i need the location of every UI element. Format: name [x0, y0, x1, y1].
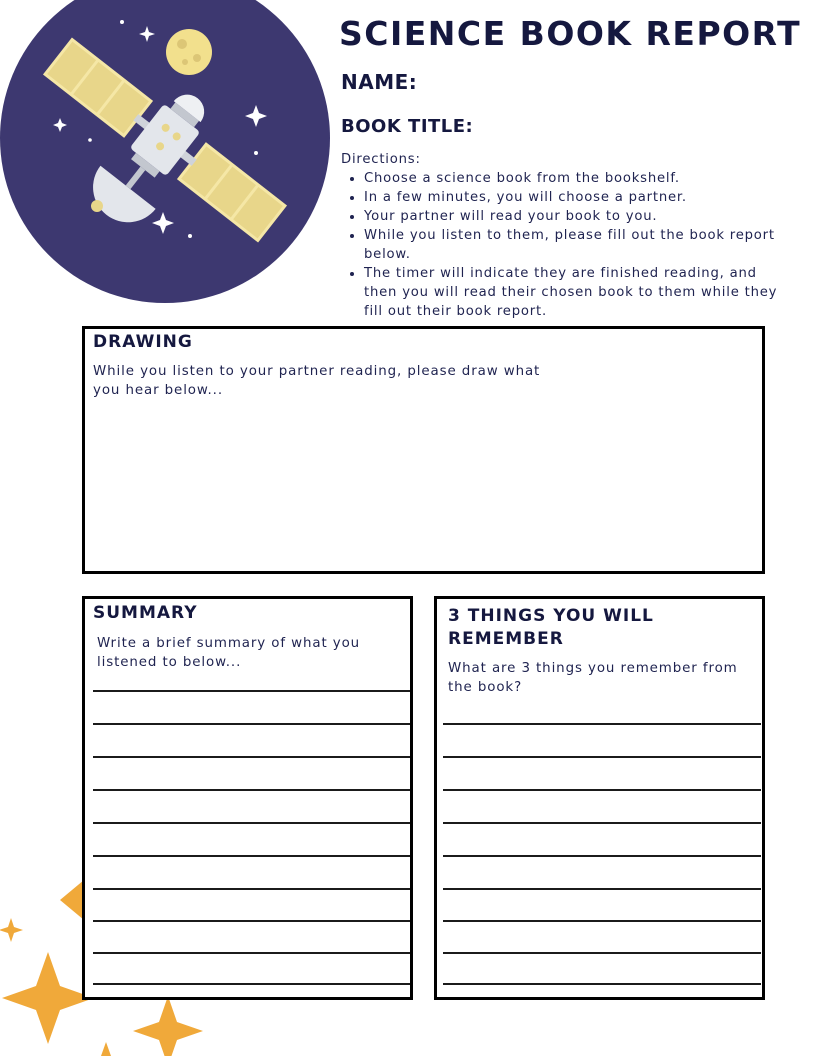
directions-item: • While you listen to them, please fill out the book report below. — [364, 226, 781, 264]
drawing-heading: DRAWING — [93, 332, 193, 352]
directions-item: • In a few minutes, you will choose a partner. — [364, 188, 781, 207]
writing-line[interactable] — [443, 888, 761, 890]
writing-line[interactable] — [93, 952, 410, 954]
satellite-illustration — [0, 0, 332, 305]
directions-list — [341, 169, 781, 321]
writing-line[interactable] — [93, 789, 410, 791]
directions-item: • Choose a science book from the bookshelf. — [364, 169, 781, 188]
moon-icon — [166, 29, 212, 75]
book-title-label: BOOK TITLE: — [341, 116, 474, 137]
directions-heading: Directions: — [341, 152, 421, 167]
writing-line[interactable] — [443, 920, 761, 922]
directions-item: • The timer will indicate they are finished reading, and then you will read their chosen book to them while they fill out their book report. — [364, 264, 781, 321]
satellite-light-icon — [91, 200, 103, 212]
writing-line[interactable] — [443, 855, 761, 857]
writing-line[interactable] — [443, 822, 761, 824]
writing-line[interactable] — [443, 983, 761, 985]
remember-heading: 3 THINGS YOU WILL REMEMBER — [448, 606, 654, 649]
drawing-box[interactable] — [82, 326, 765, 574]
writing-line[interactable] — [93, 920, 410, 922]
writing-line[interactable] — [93, 855, 410, 857]
page-title: SCIENCE BOOK REPORT — [339, 14, 802, 53]
drawing-instructions: While you listen to your partner reading, please draw what you hear below... — [93, 364, 541, 398]
writing-line[interactable] — [93, 822, 410, 824]
writing-line[interactable] — [443, 789, 761, 791]
writing-line[interactable] — [443, 756, 761, 758]
writing-line[interactable] — [93, 756, 410, 758]
writing-line[interactable] — [443, 723, 761, 725]
summary-instructions: Write a brief summary of what you listened to below... — [97, 636, 361, 670]
writing-line[interactable] — [93, 723, 410, 725]
writing-line[interactable] — [93, 983, 410, 985]
name-label: NAME: — [341, 70, 418, 94]
directions — [341, 150, 781, 321]
directions-item: • Your partner will read your book to you. — [364, 207, 781, 226]
summary-heading: SUMMARY — [93, 603, 198, 623]
writing-line[interactable] — [93, 888, 410, 890]
remember-box — [434, 596, 765, 1000]
writing-line[interactable] — [93, 690, 410, 692]
remember-instructions: What are 3 things you remember from the book? — [448, 661, 738, 695]
writing-line[interactable] — [443, 952, 761, 954]
summary-box — [82, 596, 413, 1000]
